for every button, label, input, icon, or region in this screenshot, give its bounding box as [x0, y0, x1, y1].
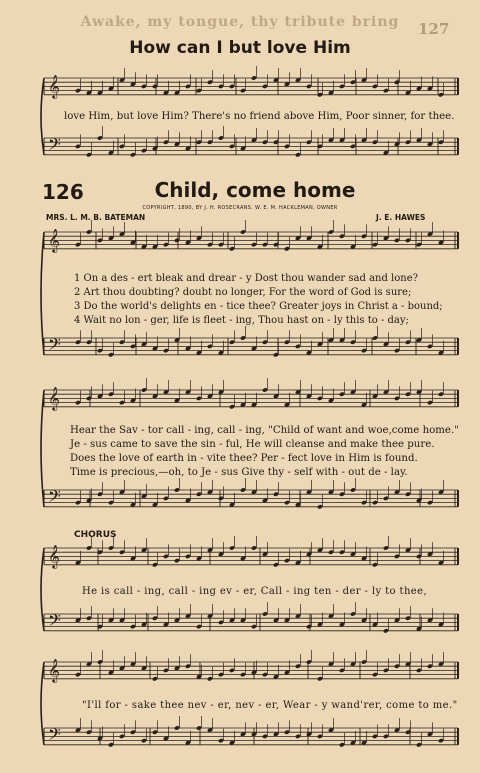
verse-4-line-1: 4 Wait no lon - ger, life is fleet - ing, Thou hast on - ly this to - day;: [74, 315, 409, 326]
copyright-line: COPYRIGHT, 1890, BY J. H. ROSECRANS. W. E. M. HACKLEMAN, OWNER: [142, 205, 338, 211]
hymn-title: Child, come home: [154, 178, 356, 202]
svg-text:𝄞: 𝄞: [48, 658, 60, 682]
svg-text:𝄢: 𝄢: [48, 724, 61, 748]
hymn-number: 126: [42, 180, 84, 204]
svg-text:𝄞: 𝄞: [48, 228, 60, 252]
svg-text:𝄢: 𝄢: [48, 334, 61, 358]
verse-1-line-2: Hear the Sav - tor call - ing, call - ing, "Child of want and woe,come home.": [70, 425, 459, 436]
verse-1-line-1: 1 On a des - ert bleak and drear - y Dost thou wander sad and lone?: [74, 273, 418, 284]
verse-3-line-1: 3 Do the world's delights en - tice thee? Greater joys in Christ a - bound;: [74, 301, 443, 312]
svg-text:𝄢: 𝄢: [48, 486, 61, 510]
verse-3-line-2: Does the love of earth in - vite thee? Per - fect love in Him is found.: [70, 453, 418, 464]
svg-text:𝄞: 𝄞: [48, 74, 60, 98]
chorus-label: CHORUS: [74, 530, 117, 540]
svg-text:𝄞: 𝄞: [48, 544, 60, 568]
composer-credit: J. E. HAWES: [376, 213, 426, 222]
chorus-line-2: "I'll for - sake thee nev - er, nev - er, Wear - y wand'rer, come to me.": [82, 700, 458, 711]
verse-2-line-2: Je - sus came to save the sin - ful, He will cleanse and make thee pure.: [70, 439, 435, 450]
previous-hymn-title: How can I but love Him: [129, 38, 351, 58]
bleed-through-page-number: 127: [418, 20, 450, 38]
verse-4-line-2: Time is precious,—oh, to Je - sus Give thy - self with - out de - lay.: [70, 467, 408, 478]
verse-2-line-1: 2 Art thou doubting? doubt no longer, For the word of God is sure;: [74, 287, 412, 298]
chorus-line-1: He is call - ing, call - ing ev - er, Call - ing ten - der - ly to thee,: [82, 586, 428, 597]
svg-text:𝄞: 𝄞: [48, 386, 60, 410]
previous-hymn-lyric: love Him, but love Him? There's no friend above Him, Poor sinner, for thee.: [64, 111, 455, 122]
svg-text:𝄢: 𝄢: [48, 134, 61, 158]
author-credit: MRS. L. M. B. BATEMAN: [46, 213, 146, 222]
svg-text:𝄢: 𝄢: [48, 610, 61, 634]
bleed-through-text: Awake, my tongue, thy tribute bring: [80, 14, 400, 30]
